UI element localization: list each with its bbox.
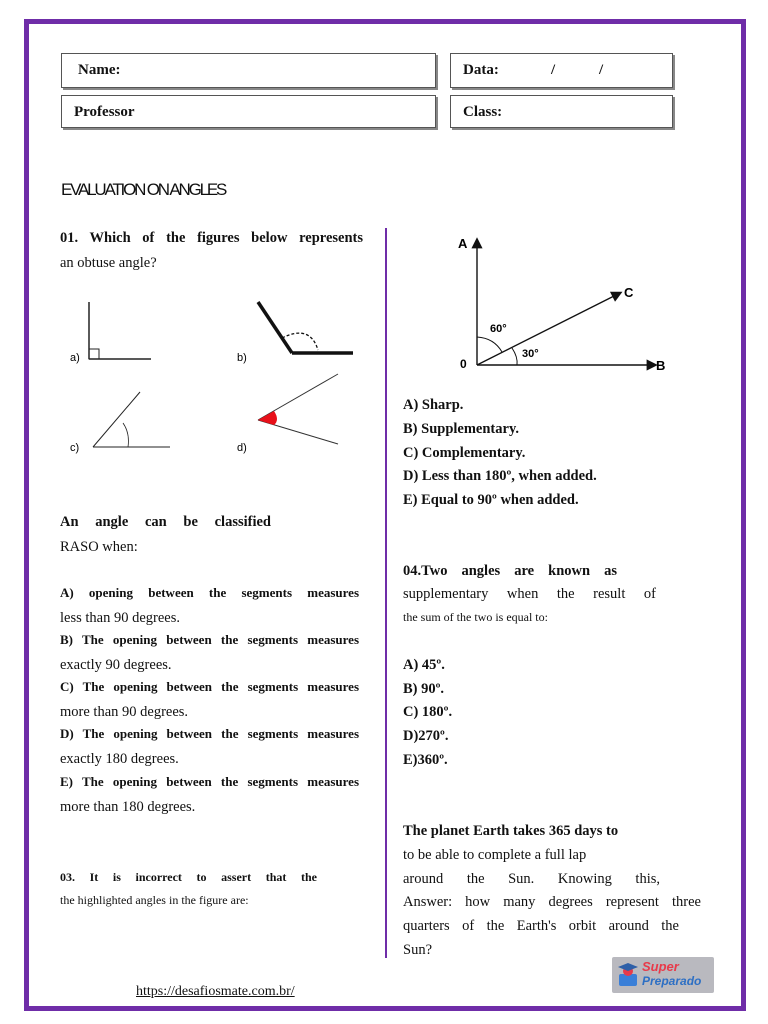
figure-label-d: d) — [237, 442, 247, 454]
q4-option-c: C) 180º. — [403, 704, 453, 720]
q2-option-a-cont: less than 90 degrees. — [60, 610, 180, 626]
q4-option-e: E)360º. — [403, 752, 448, 768]
class-label: Class: — [463, 104, 503, 120]
q5-line1: The planet Earth takes 365 days to — [403, 823, 619, 839]
q2-line1: An angle can be classified — [60, 514, 271, 530]
figure-d-highlighted-angle — [258, 374, 338, 444]
class-field[interactable] — [450, 95, 673, 128]
q3-option-a: A) Sharp. — [403, 397, 464, 413]
professor-label: Professor — [74, 104, 135, 120]
figure-a-right-angle — [89, 302, 151, 359]
date-slash: / — [551, 62, 556, 78]
q5-line6: Sun? — [403, 942, 432, 958]
professor-field[interactable] — [61, 95, 436, 128]
q3-line1: 03. It is incorrect to assert that the — [60, 870, 317, 884]
logo-text-preparado: Preparado — [642, 974, 702, 988]
logo-text-super: Super — [642, 959, 679, 974]
q2-option-b-cont: exactly 90 degrees. — [60, 657, 172, 673]
figure-b-obtuse-angle — [258, 302, 353, 353]
figure-label-a: a) — [70, 352, 80, 364]
q3-option-b: B) Supplementary. — [403, 421, 520, 437]
label-c: C — [624, 285, 634, 300]
angle-diagram — [450, 230, 680, 380]
angle-30-label: 30° — [522, 348, 539, 360]
figure-label-c: c) — [70, 442, 80, 454]
q2-option-e: E) The opening between the segments measures — [60, 774, 359, 789]
q2-line2: RASO when: — [60, 539, 138, 555]
date-slash: / — [599, 62, 604, 78]
q1-line1: 01. Which of the figures below represents — [60, 230, 363, 246]
q5-line4: Answer: how many degrees represent three — [403, 894, 701, 910]
label-origin: 0 — [460, 357, 467, 371]
date-label: Data: — [463, 62, 499, 78]
q2-option-e-cont: more than 180 degrees. — [60, 799, 196, 815]
q2-option-d: D) The opening between the segments measures — [60, 726, 359, 741]
q5-line2: to be able to complete a full lap — [403, 847, 587, 863]
label-a: A — [458, 236, 468, 251]
q3-option-e: E) Equal to 90º when added. — [403, 492, 579, 508]
q4-option-b: B) 90º. — [403, 681, 445, 697]
q1-line2: an obtuse angle? — [60, 255, 157, 271]
q4-line1: 04.Two angles are known as — [403, 563, 617, 579]
column-divider — [385, 228, 387, 958]
q2-option-b: B) The opening between the segments measures — [60, 632, 359, 647]
q3-line2: the highlighted angles in the figure are: — [60, 893, 249, 907]
name-field[interactable] — [61, 53, 436, 88]
q2-option-c-cont: more than 90 degrees. — [60, 704, 189, 720]
figure-label-b: b) — [237, 352, 247, 364]
figure-c-acute-angle — [93, 392, 170, 447]
q5-line5: quarters of the Earth's orbit around the — [403, 918, 679, 934]
q2-option-c: C) The opening between the segments measures — [60, 679, 359, 694]
angle-figures — [60, 290, 370, 460]
q4-line2: supplementary when the result of — [403, 586, 656, 602]
name-label: Name: — [78, 62, 121, 78]
angle-60-label: 60° — [490, 323, 507, 335]
label-b: B — [656, 358, 666, 373]
brand-logo — [612, 957, 714, 993]
q4-line3: the sum of the two is equal to: — [403, 610, 548, 624]
q5-line3: around the Sun. Knowing this, — [403, 871, 660, 887]
graduate-icon — [617, 962, 639, 988]
q3-option-c: C) Complementary. — [403, 445, 526, 461]
q2-option-a: A) opening between the segments measures — [60, 585, 359, 600]
q4-option-a: A) 45º. — [403, 657, 445, 673]
q2-option-d-cont: exactly 180 degrees. — [60, 751, 179, 767]
date-field[interactable] — [450, 53, 673, 88]
website-link[interactable]: https://desafiosmate.com.br/ — [136, 984, 295, 999]
q3-option-d: D) Less than 180º, when added. — [403, 468, 597, 484]
page-title: EVALUATION ON ANGLES — [61, 180, 226, 199]
q4-option-d: D)270º. — [403, 728, 449, 744]
